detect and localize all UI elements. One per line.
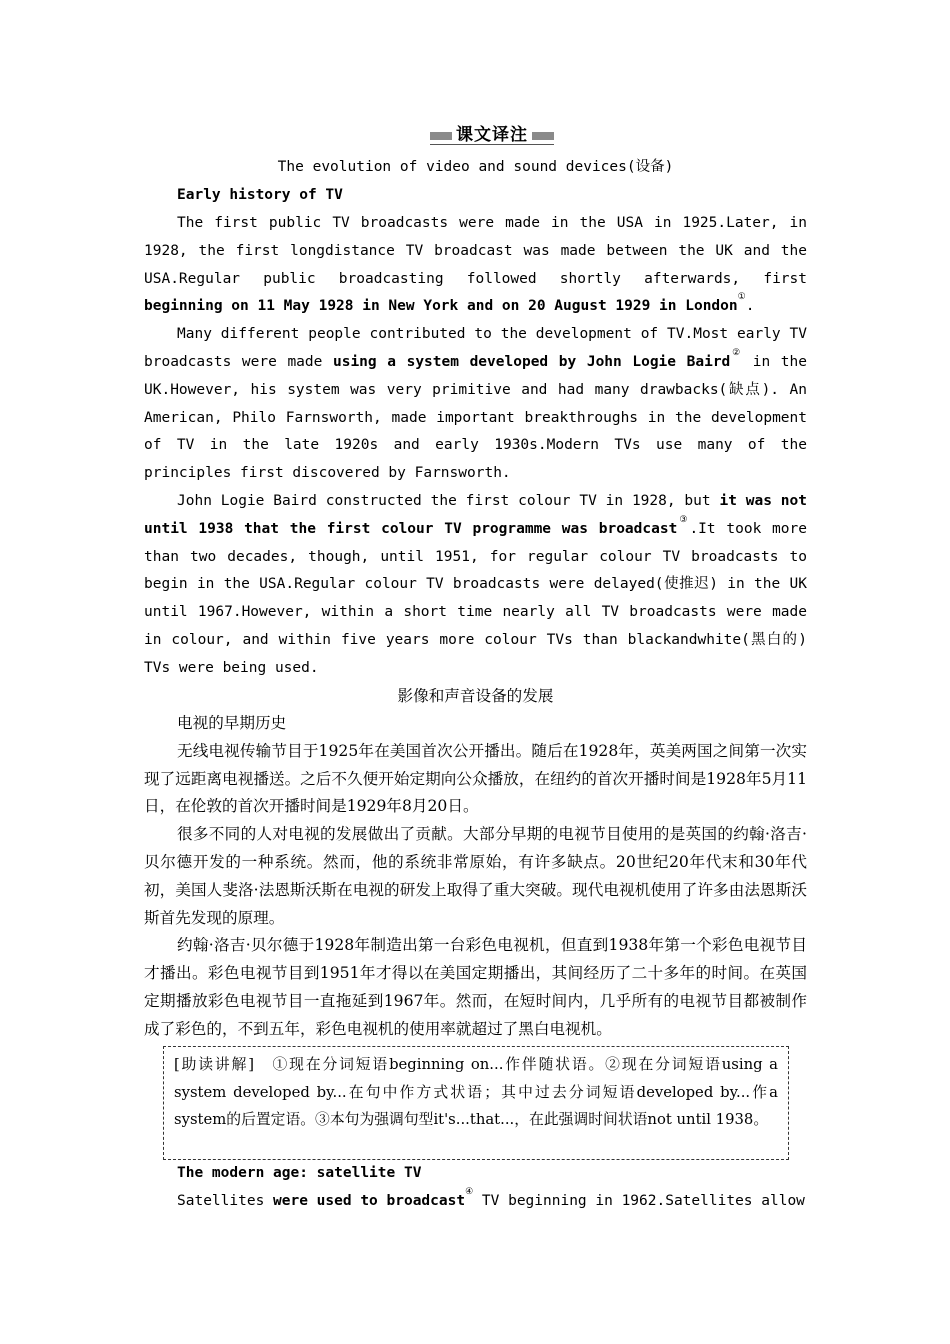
- english-section2-heading: The modern age: satellite TV: [177, 1165, 422, 1181]
- english-p1-end: .: [745, 298, 755, 315]
- english-p4-bold: were used to broadcast: [273, 1192, 466, 1209]
- english-paragraph-2: [144, 321, 807, 488]
- english-p1-footnote: ①: [737, 292, 746, 303]
- english-section2: [144, 1160, 807, 1216]
- english-p1-text: The first public TV broadcasts were made in the USA in 1925.Later, in 1928, the first longdistance TV broadcast was made between the UK and the USA.Regular public broadcasting followed shortly afterwards, first: [144, 215, 807, 287]
- chinese-paragraph-1: 无线电视传输节目于1925年在美国首次公开播出。随后在1928年，英美两国之间第一次实现了远距离电视播送。之后不久便开始定期向公众播放，在纽约的首次开播时间是1928年5月11日，在伦敦的首次开播时间是1929年8月20日。: [144, 741, 807, 816]
- english-paragraph-4: [144, 1188, 807, 1216]
- english-p3-footnote: ③: [677, 514, 690, 525]
- english-p4-footnote: ④: [465, 1186, 474, 1197]
- english-p4-text: Satellites: [177, 1192, 274, 1209]
- english-body: [144, 210, 807, 683]
- chinese-section1-heading: 电视的早期历史: [177, 714, 287, 732]
- section-banner: [430, 124, 554, 148]
- english-p2-bold: using a system developed by John Logie Baird: [332, 353, 731, 370]
- reading-note-box: [163, 1046, 789, 1160]
- chinese-title: 影像和声音设备的发展: [397, 687, 554, 705]
- english-section1-heading: [144, 182, 807, 210]
- banner-bar-left: [430, 132, 452, 140]
- english-section1-heading-text: Early history of TV: [177, 187, 343, 203]
- english-p3-text: John Logie Baird constructed the first colour TV in 1928, but: [177, 492, 720, 509]
- banner-bar-right: [532, 132, 554, 140]
- english-p3-bold: it was not until 1938 that the first colour TV programme was broadcast: [144, 492, 807, 537]
- english-paragraph-1: [144, 210, 807, 321]
- english-p2-text: Many different people contributed to the development of TV.Most early TV broadcasts were made: [144, 326, 807, 370]
- banner-title: 课文译注: [456, 125, 528, 145]
- english-paragraph-3: [144, 488, 807, 683]
- chinese-paragraph-2: 很多不同的人对电视的发展做出了贡献。大部分早期的电视节目使用的是英国的约翰·洛吉·贝尔德开发的一种系统。然而，他的系统非常原始，有许多缺点。20世纪20年代末和30年代初，美国人斐洛·法恩斯沃斯在电视的研发上取得了重大突破。现代电视机使用了许多由法恩斯沃斯首先发现的原理。: [144, 825, 807, 927]
- chinese-paragraph-3: 约翰·洛吉·贝尔德于1928年制造出第一台彩色电视机，但直到1938年第一个彩色电视节目才播出。彩色电视节目到1951年才得以在美国定期播出，其间经历了二十多年的时间。在英国定期播放彩色电视节目一直拖延到1967年。然而，在短时间内，几乎所有的电视节目都被制作成了彩色的，不到五年，彩色电视机的使用率就超过了黑白电视机。: [144, 936, 807, 1038]
- english-p4-text-b: TV beginning in 1962.Satellites allow: [473, 1192, 805, 1209]
- english-p3-text-b: .It took more than two decades, though, until 1951, for regular colour TV broadcasts to begin in the USA.Regular colour TV broadcasts were delayed(使推迟) in the UK until 1967.However, within a short time nearly all TV broadcasts were made in colour, and within five years more colour TVs than blackandwhite(黑白的) TVs were being used.: [144, 520, 807, 676]
- english-p2-footnote: ②: [730, 347, 743, 358]
- english-title: The evolution of video and sound devices(设备): [277, 159, 674, 175]
- reading-note-text: [助读讲解] ①现在分词短语beginning on...作伴随状语。②现在分词短语using a system developed by...在句中作方式状语；其中过去分词短语developed by...作a system的后置定语。③本句为强调句型it's...that...，在此强调时间状语not until 1938。: [174, 1056, 778, 1129]
- chinese-body: [144, 710, 807, 1044]
- english-p1-bold: beginning on 11 May 1928 in New York and on 20 August 1929 in London: [144, 298, 738, 315]
- english-p2-text-b: in the UK.However, his system was very primitive and had many drawbacks(缺点). An American, Philo Farnsworth, made important breakthroughs in the development of TV in the late 1920s and early 1930s.Modern TVs use many of the principles first discovered by Farnsworth.: [144, 353, 808, 482]
